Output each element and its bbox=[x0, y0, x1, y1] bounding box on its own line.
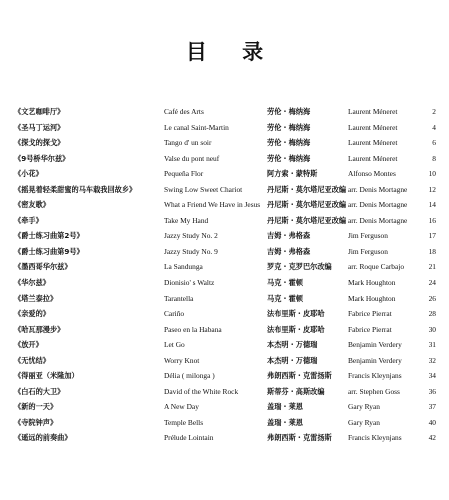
chinese-title: 《探戈的探戈》 bbox=[14, 138, 65, 148]
toc-entry bbox=[0, 368, 449, 384]
page-number: 28 bbox=[428, 309, 436, 319]
chinese-title: 《9号桥华尔兹》 bbox=[14, 153, 70, 163]
composer-english: Benjamin Verdery bbox=[348, 340, 402, 350]
composer-english: Fabrice Pierrat bbox=[348, 309, 392, 319]
composer-chinese: 法布里斯・皮耶哈 bbox=[267, 309, 325, 319]
composer-chinese: 劳伦・梅纳海 bbox=[267, 107, 311, 116]
chinese-title: 《爵士练习曲第9号》 bbox=[14, 246, 84, 256]
composer-english: arr. Stephen Goss bbox=[348, 386, 400, 396]
toc-entry bbox=[0, 399, 449, 415]
composer-english: Alfonso Montes bbox=[348, 169, 396, 179]
page-number: 26 bbox=[428, 293, 436, 303]
composer-english: Benjamin Verdery bbox=[348, 355, 402, 365]
original-title: Pequeña Flor bbox=[164, 169, 204, 179]
chinese-title: 《圣马丁运河》 bbox=[14, 122, 65, 132]
composer-chinese: 盖瑞・莱恩 bbox=[267, 417, 303, 427]
page-number: 17 bbox=[428, 231, 436, 241]
composer-english: arr. Denis Mortagne bbox=[348, 215, 408, 225]
toc-entry bbox=[0, 384, 449, 400]
composer-chinese: 吉姆・弗格森 bbox=[267, 246, 311, 256]
composer-english: arr. Roque Carbajo bbox=[348, 262, 405, 272]
chinese-title: 《密友歌》 bbox=[14, 200, 50, 210]
composer-chinese: 罗克・克罗巴尔改编 bbox=[267, 262, 332, 272]
page-number: 12 bbox=[428, 184, 436, 194]
chinese-title: 《亲爱的》 bbox=[14, 309, 50, 319]
page-number: 36 bbox=[428, 386, 436, 396]
composer-english: arr. Denis Mortagne bbox=[348, 184, 408, 194]
chinese-title: 《哈瓦那漫步》 bbox=[14, 324, 65, 334]
original-title: Café des Arts bbox=[164, 107, 204, 116]
composer-chinese: 盖瑞・莱恩 bbox=[267, 402, 303, 412]
composer-english: Jim Ferguson bbox=[348, 246, 388, 256]
toc-entry bbox=[0, 337, 449, 353]
original-title: Cariño bbox=[164, 309, 185, 319]
composer-chinese: 阿方索・蒙特斯 bbox=[267, 169, 318, 179]
chinese-title: 《文艺咖啡厅》 bbox=[14, 107, 65, 116]
toc-entry bbox=[0, 306, 449, 322]
chinese-title: 《放开》 bbox=[14, 340, 43, 350]
page-number: 8 bbox=[432, 153, 436, 163]
composer-chinese: 劳伦・梅纳海 bbox=[267, 153, 311, 163]
page-number: 4 bbox=[432, 122, 436, 132]
chinese-title: 《白石的大卫》 bbox=[14, 386, 65, 396]
chinese-title: 《爵士练习曲第2号》 bbox=[14, 231, 84, 241]
original-title: What a Friend We Have in Jesus bbox=[164, 200, 261, 210]
original-title: Take My Hand bbox=[164, 215, 209, 225]
chinese-title: 《寺院钟声》 bbox=[14, 417, 58, 427]
toc-entry bbox=[0, 291, 449, 307]
chinese-title: 《得丽亚（米隆加） bbox=[14, 371, 79, 381]
toc-entry bbox=[0, 415, 449, 431]
composer-chinese: 丹尼斯・莫尔塔尼亚改编 bbox=[267, 200, 347, 210]
composer-chinese: 吉姆・弗格森 bbox=[267, 231, 311, 241]
page-number: 6 bbox=[432, 138, 436, 148]
toc-entry bbox=[0, 151, 449, 167]
composer-chinese: 劳伦・梅纳海 bbox=[267, 122, 311, 132]
chinese-title: 《墨西哥华尔兹》 bbox=[14, 262, 72, 272]
toc-entry bbox=[0, 135, 449, 151]
page-number: 16 bbox=[428, 215, 436, 225]
composer-english: arr. Denis Mortagne bbox=[348, 200, 408, 210]
toc-entry bbox=[0, 197, 449, 213]
original-title: Tango d' un soir bbox=[164, 138, 212, 148]
toc-entry bbox=[0, 182, 449, 198]
page-number: 42 bbox=[428, 433, 436, 443]
toc-entry bbox=[0, 228, 449, 244]
page-number: 10 bbox=[428, 169, 436, 179]
original-title: Swing Low Sweet Chariot bbox=[164, 184, 243, 194]
composer-english: Laurent Méneret bbox=[348, 138, 398, 148]
original-title: Jazzy Study No. 2 bbox=[164, 231, 218, 241]
original-title: Paseo en la Habana bbox=[164, 324, 222, 334]
composer-english: Gary Ryan bbox=[348, 402, 380, 412]
toc-entry bbox=[0, 120, 449, 136]
toc-entry bbox=[0, 322, 449, 338]
chinese-title: 《新的一天》 bbox=[14, 402, 58, 412]
composer-chinese: 本杰明・万德瑞 bbox=[267, 340, 318, 350]
table-of-contents bbox=[0, 104, 449, 446]
original-title: Tarantella bbox=[164, 293, 194, 303]
page-title: 目 录 bbox=[185, 40, 278, 64]
page-number: 40 bbox=[428, 417, 436, 427]
original-title: Let Go bbox=[164, 340, 185, 350]
original-title: Délia ( milonga ) bbox=[164, 371, 215, 381]
toc-entry bbox=[0, 244, 449, 260]
composer-chinese: 斯蒂芬・高斯改编 bbox=[267, 386, 325, 396]
composer-english: Laurent Méneret bbox=[348, 153, 398, 163]
composer-chinese: 丹尼斯・莫尔塔尼亚改编 bbox=[267, 215, 347, 225]
composer-english: Fabrice Pierrat bbox=[348, 324, 392, 334]
page-number: 2 bbox=[432, 107, 436, 116]
toc-entry bbox=[0, 259, 449, 275]
page-number: 21 bbox=[428, 262, 436, 272]
toc-entry bbox=[0, 104, 449, 120]
chinese-title: 《无忧结》 bbox=[14, 355, 50, 365]
toc-entry bbox=[0, 213, 449, 229]
original-title: Prélude Lointain bbox=[164, 433, 214, 443]
composer-english: Gary Ryan bbox=[348, 417, 380, 427]
original-title: Valse du pont neuf bbox=[164, 153, 220, 163]
page-number: 24 bbox=[428, 278, 436, 288]
composer-chinese: 弗朗西斯・克雷扬斯 bbox=[267, 433, 332, 443]
composer-english: Laurent Méneret bbox=[348, 107, 398, 116]
page-number: 18 bbox=[428, 246, 436, 256]
composer-chinese: 弗朗西斯・克雷扬斯 bbox=[267, 371, 332, 381]
composer-english: Mark Houghton bbox=[348, 293, 396, 303]
composer-english: Francis Kleynjans bbox=[348, 433, 402, 443]
original-title: David of the White Rock bbox=[164, 386, 239, 396]
chinese-title: 《牵手》 bbox=[14, 215, 43, 225]
original-title: Le canal Saint-Martin bbox=[164, 122, 229, 132]
page-number: 37 bbox=[428, 402, 436, 412]
chinese-title: 《小花》 bbox=[14, 169, 43, 179]
page-number: 34 bbox=[428, 371, 436, 381]
original-title: Temple Bells bbox=[164, 417, 204, 427]
composer-english: Mark Houghton bbox=[348, 278, 396, 288]
composer-english: Francis Kleynjans bbox=[348, 371, 402, 381]
original-title: Jazzy Study No. 9 bbox=[164, 246, 218, 256]
composer-chinese: 丹尼斯・莫尔塔尼亚改编 bbox=[267, 184, 347, 194]
composer-chinese: 马克・霍顿 bbox=[267, 278, 303, 288]
page-number: 31 bbox=[428, 340, 436, 350]
toc-entry bbox=[0, 353, 449, 369]
toc-entry bbox=[0, 275, 449, 291]
original-title: Worry Knot bbox=[164, 355, 200, 365]
toc-entry bbox=[0, 430, 449, 446]
page-number: 30 bbox=[428, 324, 436, 334]
chinese-title: 《塔兰泰拉》 bbox=[14, 293, 58, 303]
composer-chinese: 法布里斯・皮耶哈 bbox=[267, 324, 325, 334]
chinese-title: 《遥远的前奏曲》 bbox=[14, 433, 72, 443]
composer-english: Laurent Méneret bbox=[348, 122, 398, 132]
original-title: A New Day bbox=[164, 402, 199, 412]
original-title: La Sandunga bbox=[164, 262, 203, 272]
composer-english: Jim Ferguson bbox=[348, 231, 388, 241]
chinese-title: 《华尔兹》 bbox=[14, 278, 50, 288]
toc-entry bbox=[0, 166, 449, 182]
page-number: 14 bbox=[428, 200, 436, 210]
composer-chinese: 本杰明・万德瑞 bbox=[267, 355, 318, 365]
page-number: 32 bbox=[428, 355, 436, 365]
composer-chinese: 马克・霍顿 bbox=[267, 293, 303, 303]
composer-chinese: 劳伦・梅纳海 bbox=[267, 138, 311, 148]
chinese-title: 《摇晃着轻柔甜蜜的马车载我回故乡》 bbox=[14, 184, 137, 194]
original-title: Dionisio' s Waltz bbox=[164, 278, 215, 288]
